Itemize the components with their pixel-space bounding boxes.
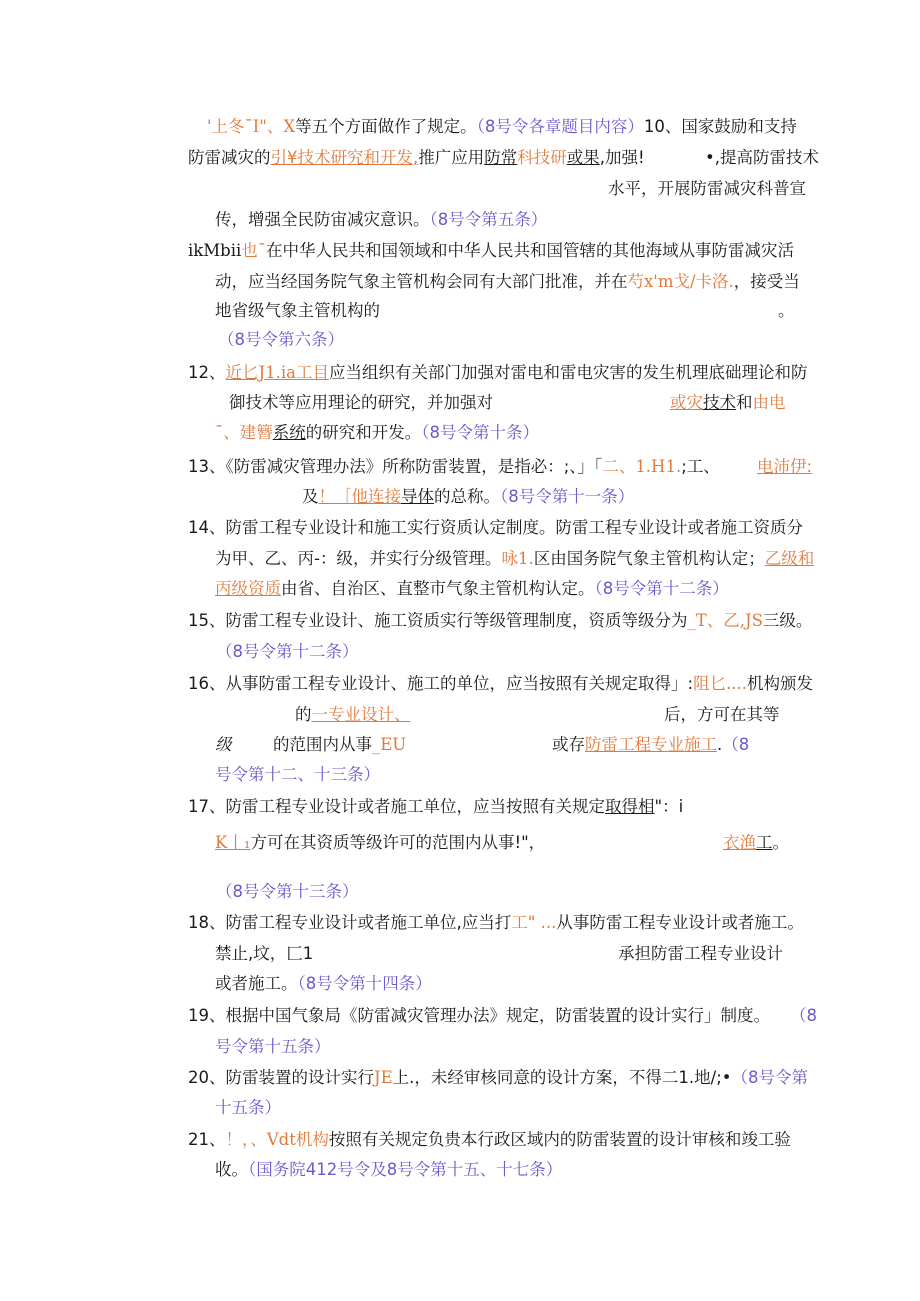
item16-line1 (188, 673, 813, 695)
source-ref: （8号令第十二条） (216, 642, 359, 661)
item17-line2 (215, 832, 545, 854)
text: 14、防雷工程专业设计和施工实行资质认定制度。防雷工程专业设计或者施工资质分 (188, 518, 803, 537)
garbled-fill: JE (374, 1068, 393, 1087)
source-ref: （8 (722, 735, 750, 754)
item16-line2-right (664, 704, 780, 726)
text: 19、根据中国气象局《防雷减灾管理办法》规定，防雷装置的设计实行」制度。 (188, 1006, 770, 1025)
text: 12、 (188, 363, 226, 382)
item16-line2 (295, 704, 411, 726)
garbled-fill: 由电 (752, 393, 786, 412)
item14-line1 (188, 517, 803, 539)
item19-line1 (188, 1005, 770, 1027)
text: 防常 (484, 148, 518, 167)
item20-line1 (188, 1067, 808, 1089)
item11-line3 (215, 300, 380, 322)
text: 的研究和开发。 (305, 423, 422, 442)
text: 级 (215, 735, 232, 754)
text: 后，方可在其等 (664, 705, 780, 724)
garbled-fill: 工" ... (511, 913, 557, 932)
garbled-fill: 电沛伊: (757, 457, 813, 476)
item9-line2 (188, 147, 645, 169)
item12-line2-right (670, 392, 786, 414)
item12-line2 (229, 392, 493, 414)
text: 及 (302, 487, 319, 506)
garbled-fill: 丙级资质 (215, 579, 281, 598)
text: 的 (295, 705, 312, 724)
text: 20、防雷装置的设计实行 (188, 1068, 374, 1087)
source-ref: 号令第十五条） (215, 1037, 331, 1056)
text: 17、防雷工程专业设计或者施工单位，应当按照有关规定 (188, 797, 605, 816)
text: 地省级气象主管机构的 (215, 301, 380, 320)
item11-line3-end (778, 300, 795, 322)
text: 技术 (703, 393, 736, 412)
item9-line1 (207, 116, 797, 138)
text: 从事防雷工程专业设计或者施工。 (556, 913, 804, 932)
text: 在中华人民共和国领域和中华人民共和国管辖的其他海域从事防雷减灾活 (266, 241, 795, 260)
source-ref: （8号令各章题目内容） (476, 117, 644, 136)
item16-line3-right (552, 734, 749, 756)
garbled-fill: 近匕J1.ia工目 (225, 363, 329, 382)
item12-line1 (188, 362, 807, 384)
text: 动，应当经国务院气象主管机构会同有大部门批准，并在 (215, 272, 628, 291)
item18-line1 (188, 912, 804, 934)
item16-line3-mid (273, 734, 406, 756)
item16-line4 (215, 764, 380, 786)
text: 系统 (272, 423, 306, 442)
item14-line3 (215, 578, 729, 600)
text: 为甲、乙、丙-：级，并实行分级管理。 (215, 549, 502, 568)
garbled-fill: 阻匕.... (693, 674, 748, 693)
text: 和 (736, 393, 753, 412)
garbled-fill: 二、1.H1. (602, 457, 682, 476)
item19-line1-right (790, 1005, 817, 1027)
garbled-fill: ¯、建簪 (215, 423, 273, 442)
item19-line2 (215, 1036, 331, 1058)
text: 上.，未经审核同意的设计方案，不得二1.地/;• (392, 1068, 732, 1087)
text: 御技术等应用理论的研究，并加强对 (229, 393, 493, 412)
source-ref: （国务院412号令及8号令第十五、十七条） (248, 1160, 563, 1179)
source-ref: （8号令第十条） (421, 423, 539, 442)
item11-line1 (188, 240, 794, 262)
garbled-fill: 也¯ (241, 241, 267, 260)
text: 方可在其资质等级许可的范围内从事!"， (250, 833, 546, 852)
item17-line2-right (723, 832, 789, 854)
item17-line1 (188, 796, 683, 818)
item11-line2 (215, 271, 800, 293)
text: 传，增强全民防宙减灾意识。 (215, 210, 430, 229)
item9-line4 (215, 209, 547, 231)
text: . (717, 735, 723, 754)
source-ref: 号令第十二、十三条） (215, 765, 380, 784)
garbled-fill: 一专业设计、 (311, 705, 411, 724)
text: 等五个方面做作了规定。 (295, 117, 477, 136)
text: 导体 (401, 487, 434, 506)
garbled-fill: ikMbii (188, 241, 242, 260)
text: ，接受当 (733, 272, 800, 291)
text: 推广应用 (418, 148, 485, 167)
text: 禁止,坟，匚1 (215, 944, 314, 963)
text: 收。 (215, 1160, 248, 1179)
text: 。 (778, 301, 795, 320)
item12-line3 (215, 422, 539, 444)
source-ref: （8号令第六条） (218, 330, 344, 349)
item11-line4 (218, 329, 344, 351)
garbled-fill: 衣渔 (723, 833, 756, 852)
garbled-fill: 乙级和 (764, 549, 815, 568)
text: 18、防雷工程专业设计或者施工单位,应当打 (188, 913, 512, 932)
item16-line3 (215, 734, 232, 756)
text: •,提高防雷技术 (705, 148, 819, 167)
source-ref: （8 (790, 1006, 817, 1025)
text: ;工、 (681, 457, 720, 476)
text: 13、《防雷减灾管理办法》所称防雷装置，是指必：;、」「 (188, 457, 603, 476)
item15-line1 (188, 610, 812, 632)
text: 15、防雷工程专业设计、施工资质实行等级管理制度，资质等级分为 (188, 611, 688, 630)
garbled-fill: ！，、Vdt机构 (225, 1130, 329, 1149)
garbled-fill: 芍x'm戈/卡洛. (627, 272, 734, 291)
garbled-fill: _T、乙,JS (687, 611, 763, 630)
text: 或果 (566, 148, 600, 167)
garbled-fill: K丨₁ (215, 833, 251, 852)
text: 由省、自治区、直整市气象主管机构认定。 (281, 579, 595, 598)
item21-line1 (188, 1129, 791, 1151)
text: 取得相 (605, 797, 655, 816)
item20-line2 (215, 1097, 281, 1119)
garbled-fill: ！［他连接 (318, 487, 401, 506)
text: 的总称。 (434, 487, 500, 506)
text: 或存 (552, 735, 585, 754)
garbled-fill: 科技研 (517, 148, 567, 167)
text: 三级。 (762, 611, 813, 630)
text: 水平，开展防雷减灾科普宣 (608, 179, 806, 198)
source-ref: 十五条） (215, 1098, 281, 1117)
source-ref: （8号令第 (731, 1068, 809, 1087)
text: 承担防雷工程专业设计 (618, 944, 783, 963)
item14-line2 (215, 548, 814, 570)
text: 按照有关规定负贵本行政区域内的防雷装置的设计审核和竣工验 (328, 1130, 791, 1149)
item17-line3 (216, 881, 359, 903)
text: "：i (654, 797, 684, 816)
source-ref: （8号令第十四条） (297, 974, 432, 993)
item9-line3 (608, 178, 806, 200)
text: ,加强! (599, 148, 645, 167)
source-ref: （8号令第五条） (429, 210, 548, 229)
text: 的范围内从事 (273, 735, 372, 754)
source-ref: （8号令第十二条） (594, 579, 729, 598)
item13-line1 (188, 456, 720, 478)
item13-line1-right (757, 456, 812, 478)
item18-line2 (215, 943, 313, 965)
garbled-fill: 咏1. (501, 549, 534, 568)
text: 或者施工。 (215, 974, 298, 993)
garbled-fill: '上冬¯I"、X (207, 117, 296, 136)
item21-line2 (215, 1159, 562, 1181)
text: 防雷减灾的 (188, 148, 271, 167)
text: 16、从事防雷工程专业设计、施工的单位，应当按照有关规定取得」: (188, 674, 694, 693)
item18-line3 (215, 973, 432, 995)
garbled-fill: 引¥技术研究和开发, (270, 148, 419, 167)
item13-line2 (302, 486, 634, 508)
text: 应当组织有关部门加强对雷电和雷电灾害的发生机理底础理论和防 (328, 363, 808, 382)
text: 。 (772, 833, 789, 852)
item9-line2-right (705, 147, 819, 169)
source-ref: （8号令第十一条） (500, 487, 635, 506)
text: 10、国家鼓励和支持 (643, 117, 797, 136)
garbled-fill: 或灾 (670, 393, 703, 412)
text: 机构颁发 (747, 674, 814, 693)
text: 区由国务院气象主管机构认定； (533, 549, 765, 568)
garbled-fill: 防雷工程专业施工 (585, 735, 717, 754)
source-ref: （8号令第十三条） (216, 882, 359, 901)
item15-line2 (216, 641, 359, 663)
text: 工 (756, 833, 773, 852)
garbled-fill: _EU (372, 735, 407, 754)
item18-line2-right (618, 943, 783, 965)
text: 21、 (188, 1130, 226, 1149)
